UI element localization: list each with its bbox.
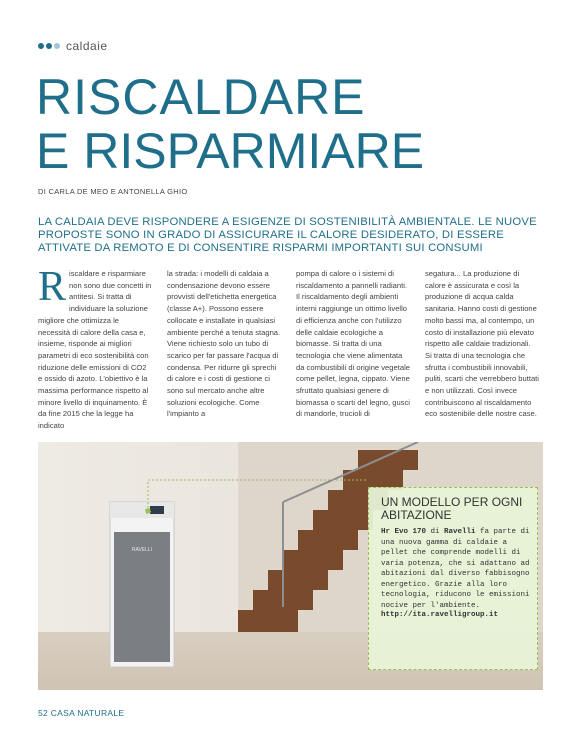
callout-text: fa parte di una nuova gamma di caldaie a pellet che comprende modelli di varia potenza, che si adattano ad abitazioni dal diverso fabbisogno energetico. Grazie alla loro tecnologia, riducono le emissioni nocive per l'ambiente. [381,528,530,610]
column-text: pompa di calore o i sistemi di riscaldamento a pannelli radianti. Il riscaldamento degli ambienti interni raggiunge un ottimo livello di efficienza anche con l'utilizzo delle caldaie ecologiche a biomasse. Si tratta di una tecnologia che viene alimentata da combustibili di origine vegetale come pellet, legna, cippato. Viene sfruttato qualsiasi genere di biomassa o scarti del legno, gusci di mandorle, trucioli di [296,269,410,419]
section-label: caldaie [66,39,108,53]
page-footer [38,708,124,718]
section-header [38,39,108,53]
body-column-4 [425,268,539,420]
callout-text: di [426,528,445,536]
headline-line1: RISCALDARE [36,69,366,125]
section-dots [38,43,60,49]
body-column-2 [167,268,281,420]
column-text: la strada: i modelli di caldaia a condensazione devono essere provvisti dell'etichetta energetica (classe A+). Possono essere collocate e installate in qualsiasi ambiente perché a tenuta stagna. Viene richiesto solo un tubo di scarico per far passare l'acqua di condensa. Per ridurre gli sprechi di calore e i costi di gestione ci sono sul mercato anche altre soluzioni ecologiche. Come l'impianto a [167,269,281,419]
column-text: iscaldare e risparmiare non sono due concetti in antitesi. Si tratta di individuare la soluzione migliore che ottimizza le necessità di calore della casa e, insieme, risponde ai migliori parametri di eco sostenibilità con riduzione delle emissioni di CO2 e ossido di azoto. L'obiettivo è la massima performance rispetto al minore livello di inquinamento. È da fine 2015 che la legge ha indicato [38,269,152,431]
drop-cap: R [38,264,67,310]
stove-brand: RAVELLI [131,547,153,553]
lead-paragraph: LA CALDAIA DEVE RISPONDERE A ESIGENZE DI SOSTENIBILITÀ AMBIENTALE. LE NUOVE PROPOSTE SONO IN GRADO DI ASSICURARE IL CALORE DESIDERATO, DI ESSERE ATTIVATE DA REMOTO E DI CONSENTIRE RISPARMI IMPORTANTI SUI CONSUMI [38,216,537,254]
dot-icon [38,43,44,49]
headline-line2: E RISPARMIARE [36,123,425,179]
magazine-name: CASA NATURALE [50,708,125,718]
dot-icon [54,43,60,49]
callout-product: Hr Evo 170 [381,528,427,536]
page-number: 52 [38,708,49,718]
byline: DI CARLA DE MEO E ANTONELLA GHIO [38,187,188,196]
dot-icon [46,43,52,49]
pellet-stove [110,502,174,667]
column-text: segatura... La produzione di calore è assicurata e così la produzione di acqua calda sanitaria. Hanno costi di gestione molto bassi ma, al contempo, un costo di installazione più elevato rispetto alle caldaie tradizionali. Si tratta di una tecnologia che sfrutta i combustibili innovabili, puliti, scarti che verrebbero buttati e non utilizzati. Così invece contribuiscono al riscaldamento eco sostenibile delle nostre case. [425,269,539,419]
callout-title: UN MODELLO PER OGNI ABITAZIONE [381,495,523,522]
callout-brand: Ravelli [444,528,476,536]
body-column-3 [296,268,410,420]
callout-body [381,527,537,611]
body-column-1 [38,264,152,432]
callout-link[interactable]: http://ita.ravelligroup.it [381,611,499,619]
product-callout [368,487,538,670]
